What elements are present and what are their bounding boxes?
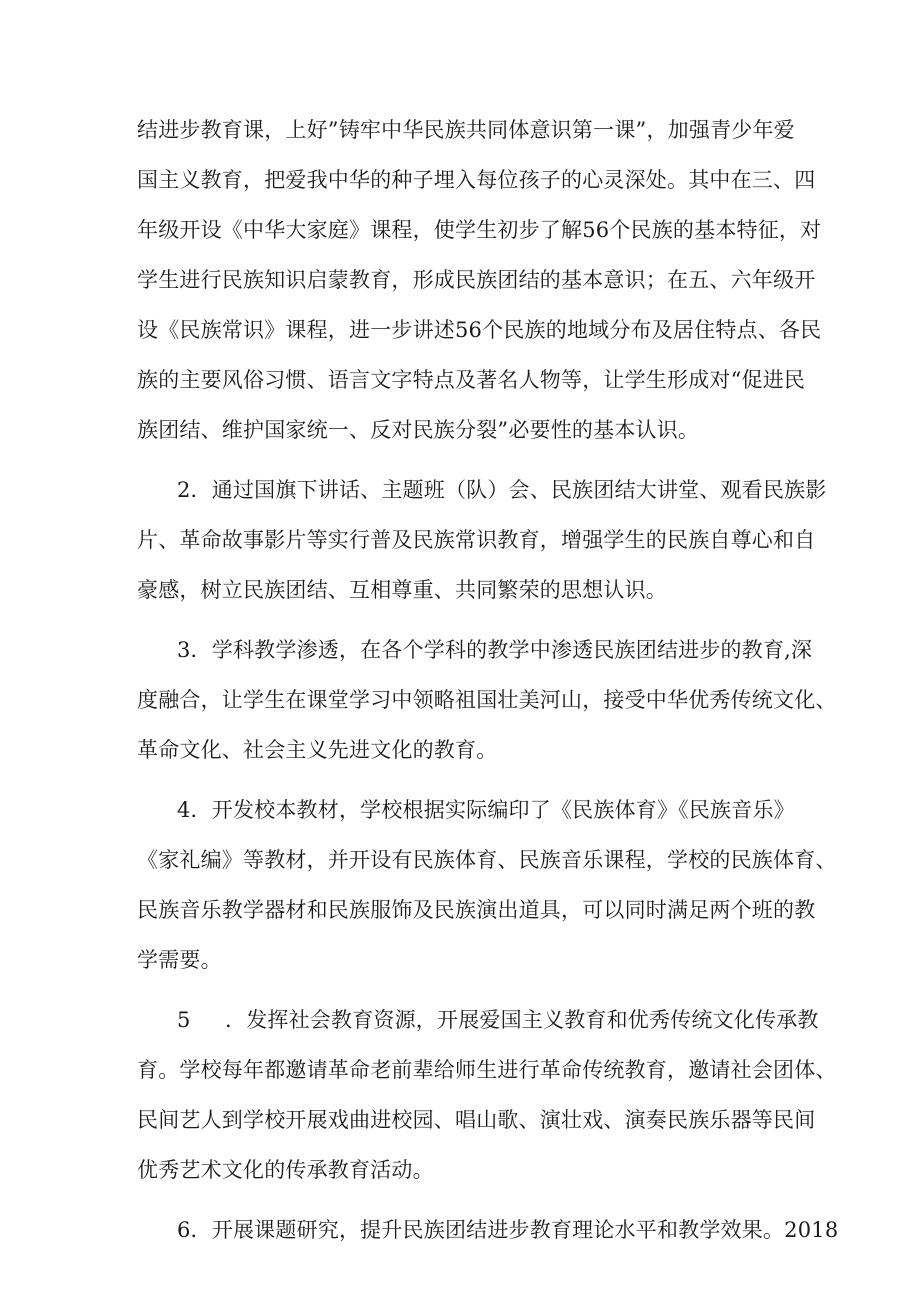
- list-item-6-first-line: 6．开展课题研究，提升民族团结进步教育理论水平和教学效果。2018: [177, 1218, 839, 1242]
- body-text-line: 学需要。: [137, 948, 222, 972]
- list-item-2-first-line: 2．通过国旗下讲话、主题班（队）会、民族团结大讲堂、观看民族影: [177, 478, 827, 502]
- body-text-line: 年级开设《中华大家庭》课程，使学生初步了解56个民族的基本特征，对: [137, 218, 822, 242]
- body-text-line: 结进步教育课，上好”铸牢中华民族共同体意识第一课”，加强青少年爱: [137, 118, 795, 142]
- list-item-4-first-line: 4．开发校本教材，学校根据实际编印了《民族体育》《民族音乐》: [177, 798, 795, 822]
- body-text-line: 《家礼编》等教材，并开设有民族体育、民族音乐课程，学校的民族体育、: [137, 848, 837, 872]
- body-text-line: 族团结、维护国家统一、反对民族分裂”必要性的基本认识。: [137, 418, 700, 442]
- body-text-line: 族的主要风俗习惯、语言文字特点及著名人物等，让学生形成对“促进民: [137, 368, 806, 392]
- body-text-line: 优秀艺术文化的传承教育活动。: [137, 1158, 434, 1182]
- list-item-5-first-line: ．发挥社会教育资源，开展爱国主义教育和优秀传统文化传承教: [225, 1008, 819, 1032]
- body-text-line: 育。学校每年都邀请革命老前辈给师生进行革命传统教育，邀请社会团体、: [137, 1058, 837, 1082]
- body-text-line: 设《民族常识》课程，进一步讲述56个民族的地域分布及居住特点、各民: [137, 318, 822, 342]
- body-text-line: 度融合，让学生在课堂学习中领略祖国壮美河山，接受中华优秀传统文化、: [137, 688, 837, 712]
- body-text-line: 学生进行民族知识启蒙教育，形成民族团结的基本意识；在五、六年级开: [137, 268, 816, 292]
- list-item-3-first-line: 3．学科教学渗透，在各个学科的教学中渗透民族团结进步的教育,深: [177, 638, 813, 662]
- list-item-5-number: 5: [177, 1008, 191, 1032]
- body-text-line: 豪感，树立民族团结、互相尊重、共同繁荣的思想认识。: [137, 578, 667, 602]
- body-text-line: 片、革命故事影片等实行普及民族常识教育，增强学生的民族自尊心和自: [137, 528, 816, 552]
- body-text-line: 民族音乐教学器材和民族服饰及民族演出道具，可以同时满足两个班的教: [137, 898, 816, 922]
- body-text-line: 民间艺人到学校开展戏曲进校园、唱山歌、演壮戏、演奏民族乐器等民间: [137, 1108, 816, 1132]
- body-text-line: 国主义教育，把爱我中华的种子埋入每位孩子的心灵深处。其中在三、四: [137, 168, 816, 192]
- body-text-line: 革命文化、社会主义先进文化的教育。: [137, 738, 498, 762]
